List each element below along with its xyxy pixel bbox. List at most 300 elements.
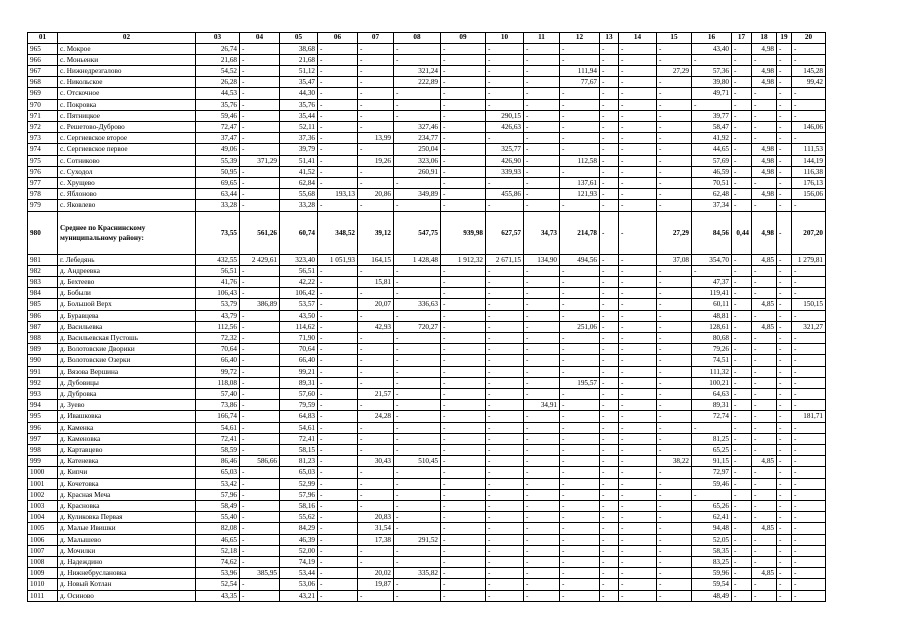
value-cell: - (486, 422, 524, 433)
value-cell: 371,29 (240, 155, 280, 166)
value-cell: - (394, 265, 441, 276)
value-cell: 26,74 (196, 43, 240, 54)
value-cell: - (486, 534, 524, 545)
column-header: 12 (560, 33, 600, 44)
value-cell: - (732, 65, 752, 76)
value-cell: - (358, 467, 394, 478)
value-cell: - (777, 189, 792, 200)
column-header: 07 (358, 33, 394, 44)
value-cell: - (441, 133, 486, 144)
value-cell: - (394, 411, 441, 422)
value-cell: - (441, 88, 486, 99)
value-cell: - (358, 200, 394, 211)
value-cell: - (318, 467, 358, 478)
value-cell: - (752, 99, 777, 110)
value-cell: 250,04 (394, 144, 441, 155)
value-cell: - (240, 310, 280, 321)
value-cell: - (600, 545, 619, 556)
value-cell: - (752, 200, 777, 211)
value-cell: 494,56 (560, 254, 600, 265)
value-cell: - (240, 99, 280, 110)
value-cell: - (318, 332, 358, 343)
value-cell: - (732, 478, 752, 489)
value-cell: - (524, 54, 560, 65)
value-cell: - (560, 456, 600, 467)
column-header: 14 (619, 33, 657, 44)
value-cell: - (318, 65, 358, 76)
value-cell: - (394, 489, 441, 500)
value-cell: - (732, 332, 752, 343)
value-cell: - (524, 355, 560, 366)
value-cell: 260,91 (394, 166, 441, 177)
value-cell: 65,03 (280, 467, 318, 478)
value-cell: - (441, 422, 486, 433)
value-cell: - (600, 400, 619, 411)
value-cell: 58,16 (280, 501, 318, 512)
value-cell: - (732, 110, 752, 121)
value-cell: 65,26 (692, 501, 732, 512)
value-cell: 71,90 (280, 332, 318, 343)
value-cell: - (441, 166, 486, 177)
value-cell: - (619, 422, 657, 433)
value-cell: 176,13 (792, 177, 826, 188)
row-number: 986 (28, 310, 58, 321)
value-cell: - (732, 344, 752, 355)
value-cell: - (486, 456, 524, 467)
value-cell: 57,96 (280, 489, 318, 500)
value-cell: - (318, 512, 358, 523)
value-cell: 74,51 (692, 355, 732, 366)
value-cell: - (318, 88, 358, 99)
value-cell: - (486, 545, 524, 556)
settlement-name: д. Новый Котлан (58, 579, 196, 590)
value-cell: - (524, 99, 560, 110)
value-cell: - (600, 366, 619, 377)
value-cell: - (792, 433, 826, 444)
value-cell: - (486, 177, 524, 188)
value-cell: 4,85 (752, 568, 777, 579)
value-cell: 72,32 (196, 332, 240, 343)
value-cell: - (524, 579, 560, 590)
row-number: 980 (28, 211, 58, 254)
value-cell: 58,47 (692, 121, 732, 132)
row-number: 974 (28, 144, 58, 155)
value-cell: - (486, 344, 524, 355)
table-row (28, 110, 826, 121)
value-cell: - (524, 177, 560, 188)
value-cell: - (240, 133, 280, 144)
value-cell: - (318, 43, 358, 54)
value-cell: - (486, 54, 524, 65)
value-cell: 207,20 (792, 211, 826, 254)
settlement-name: д. Андреевка (58, 265, 196, 276)
data-table (27, 32, 826, 602)
value-cell: 119,41 (692, 288, 732, 299)
value-cell: 57,96 (196, 489, 240, 500)
settlement-name: д. Мочилки (58, 545, 196, 556)
value-cell: 31,54 (358, 523, 394, 534)
value-cell: - (732, 355, 752, 366)
value-cell: - (657, 200, 692, 211)
value-cell: - (441, 200, 486, 211)
value-cell: 70,51 (692, 177, 732, 188)
value-cell: - (752, 501, 777, 512)
value-cell: 58,59 (196, 445, 240, 456)
value-cell: 20,07 (358, 299, 394, 310)
table-row (28, 411, 826, 422)
value-cell: - (732, 99, 752, 110)
value-cell: 79,26 (692, 344, 732, 355)
value-cell: 39,12 (358, 211, 394, 254)
value-cell: - (792, 534, 826, 545)
value-cell: - (560, 478, 600, 489)
value-cell: 354,70 (692, 254, 732, 265)
table-row (28, 254, 826, 265)
value-cell: - (318, 377, 358, 388)
value-cell: 64,63 (692, 388, 732, 399)
value-cell: - (486, 355, 524, 366)
settlement-name: с. Яблоново (58, 189, 196, 200)
column-header: 03 (196, 33, 240, 44)
value-cell: - (486, 310, 524, 321)
value-cell: - (394, 310, 441, 321)
settlement-name: д. Большой Верх (58, 299, 196, 310)
table-row (28, 88, 826, 99)
row-number: 1003 (28, 501, 58, 512)
value-cell: - (486, 489, 524, 500)
value-cell: - (441, 43, 486, 54)
value-cell: 627,57 (486, 211, 524, 254)
value-cell: - (792, 265, 826, 276)
value-cell: - (240, 557, 280, 568)
value-cell: 54,52 (196, 65, 240, 76)
value-cell: - (358, 366, 394, 377)
value-cell: - (732, 310, 752, 321)
value-cell: 426,63 (486, 121, 524, 132)
value-cell: 33,28 (280, 200, 318, 211)
settlement-name: д. Каменка (58, 422, 196, 433)
value-cell: - (792, 489, 826, 500)
value-cell: - (792, 310, 826, 321)
value-cell: - (240, 467, 280, 478)
value-cell: - (240, 332, 280, 343)
value-cell: - (600, 523, 619, 534)
value-cell: 323,06 (394, 155, 441, 166)
value-cell: - (486, 133, 524, 144)
value-cell: - (657, 590, 692, 601)
value-cell: - (777, 299, 792, 310)
value-cell: - (619, 310, 657, 321)
column-header: 10 (486, 33, 524, 44)
value-cell: - (441, 534, 486, 545)
value-cell: - (524, 77, 560, 88)
value-cell: - (560, 332, 600, 343)
value-cell: - (524, 265, 560, 276)
value-cell: - (486, 200, 524, 211)
value-cell: - (657, 310, 692, 321)
value-cell: 52,00 (280, 545, 318, 556)
value-cell: - (441, 110, 486, 121)
settlement-name: д. Кочетовка (58, 478, 196, 489)
value-cell: - (692, 54, 732, 65)
value-cell: 20,02 (358, 568, 394, 579)
value-cell: - (732, 501, 752, 512)
value-cell: - (777, 254, 792, 265)
table-row (28, 344, 826, 355)
value-cell: - (240, 433, 280, 444)
value-cell: - (560, 512, 600, 523)
value-cell: - (441, 411, 486, 422)
value-cell: - (752, 344, 777, 355)
value-cell: - (619, 321, 657, 332)
value-cell: 939,98 (441, 211, 486, 254)
row-number: 981 (28, 254, 58, 265)
value-cell: - (752, 590, 777, 601)
value-cell: - (792, 366, 826, 377)
value-cell: - (777, 310, 792, 321)
value-cell: 49,71 (692, 88, 732, 99)
value-cell: 44,30 (280, 88, 318, 99)
row-number: 966 (28, 54, 58, 65)
table-row (28, 355, 826, 366)
value-cell: 34,73 (524, 211, 560, 254)
value-cell: - (560, 534, 600, 545)
value-cell: - (619, 144, 657, 155)
row-number: 1002 (28, 489, 58, 500)
value-cell: 91,15 (692, 456, 732, 467)
value-cell: - (657, 422, 692, 433)
value-cell: 43,35 (196, 590, 240, 601)
value-cell: - (657, 299, 692, 310)
value-cell: - (240, 512, 280, 523)
value-cell: - (486, 512, 524, 523)
value-cell: 55,40 (196, 512, 240, 523)
value-cell: - (732, 557, 752, 568)
value-cell: 53,44 (280, 568, 318, 579)
value-cell: - (600, 557, 619, 568)
value-cell: - (732, 321, 752, 332)
value-cell: 166,74 (196, 411, 240, 422)
value-cell: - (600, 411, 619, 422)
value-cell: - (792, 545, 826, 556)
value-cell: - (560, 411, 600, 422)
value-cell: - (394, 99, 441, 110)
value-cell: - (657, 344, 692, 355)
value-cell: - (619, 200, 657, 211)
value-cell: - (441, 568, 486, 579)
value-cell: 81,25 (692, 433, 732, 444)
value-cell: - (394, 355, 441, 366)
value-cell: - (240, 43, 280, 54)
table-row (28, 545, 826, 556)
value-cell: - (732, 54, 752, 65)
value-cell: - (777, 344, 792, 355)
value-cell: - (358, 545, 394, 556)
value-cell: - (318, 110, 358, 121)
value-cell: - (619, 388, 657, 399)
value-cell: 72,41 (280, 433, 318, 444)
value-cell: - (394, 344, 441, 355)
value-cell: 586,66 (240, 456, 280, 467)
value-cell: 30,43 (358, 456, 394, 467)
value-cell: - (732, 377, 752, 388)
value-cell: - (792, 332, 826, 343)
value-cell: - (692, 99, 732, 110)
table-row (28, 321, 826, 332)
value-cell: - (792, 388, 826, 399)
value-cell: - (600, 310, 619, 321)
value-cell: - (318, 478, 358, 489)
value-cell: - (732, 155, 752, 166)
value-cell: - (318, 299, 358, 310)
value-cell: - (657, 501, 692, 512)
row-number: 972 (28, 121, 58, 132)
value-cell: - (600, 99, 619, 110)
value-cell: - (619, 501, 657, 512)
value-cell: - (600, 433, 619, 444)
value-cell: - (619, 110, 657, 121)
settlement-name: д. Катеневка (58, 456, 196, 467)
value-cell: - (752, 478, 777, 489)
value-cell: - (752, 355, 777, 366)
table-header (28, 33, 826, 44)
value-cell: 156,06 (792, 189, 826, 200)
value-cell: - (394, 467, 441, 478)
value-cell: - (318, 445, 358, 456)
value-cell: - (441, 478, 486, 489)
row-number: 995 (28, 411, 58, 422)
value-cell: 4,85 (752, 299, 777, 310)
value-cell: - (777, 501, 792, 512)
value-cell: - (732, 456, 752, 467)
value-cell: 41,52 (280, 166, 318, 177)
settlement-name: д. Надеждино (58, 557, 196, 568)
row-number: 977 (28, 177, 58, 188)
settlement-name: с. Сергиевское второе (58, 133, 196, 144)
value-cell: - (600, 355, 619, 366)
value-cell: 54,61 (196, 422, 240, 433)
column-header: 20 (792, 33, 826, 44)
value-cell: 63,44 (196, 189, 240, 200)
value-cell: - (619, 478, 657, 489)
value-cell: - (394, 579, 441, 590)
value-cell: 144,19 (792, 155, 826, 166)
value-cell: - (619, 557, 657, 568)
value-cell: - (752, 265, 777, 276)
table-row (28, 65, 826, 76)
row-number: 1011 (28, 590, 58, 601)
value-cell: - (600, 65, 619, 76)
value-cell: 60,74 (280, 211, 318, 254)
value-cell: - (792, 43, 826, 54)
value-cell: - (486, 590, 524, 601)
row-number: 982 (28, 265, 58, 276)
value-cell: 65,03 (196, 467, 240, 478)
value-cell: - (524, 534, 560, 545)
value-cell: - (752, 177, 777, 188)
value-cell: - (792, 200, 826, 211)
value-cell: - (524, 344, 560, 355)
value-cell: - (358, 288, 394, 299)
value-cell: 52,11 (280, 121, 318, 132)
value-cell: 57,60 (280, 388, 318, 399)
value-cell: - (524, 65, 560, 76)
value-cell: - (732, 489, 752, 500)
column-header: 15 (657, 33, 692, 44)
value-cell: 44,53 (196, 88, 240, 99)
table-row (28, 568, 826, 579)
value-cell: - (600, 501, 619, 512)
value-cell: 59,54 (692, 579, 732, 590)
value-cell: 26,28 (196, 77, 240, 88)
table-row (28, 54, 826, 65)
value-cell: 137,61 (560, 177, 600, 188)
value-cell: - (600, 110, 619, 121)
value-cell: - (560, 568, 600, 579)
value-cell: - (486, 377, 524, 388)
value-cell: - (792, 276, 826, 287)
value-cell: - (240, 121, 280, 132)
value-cell: - (752, 534, 777, 545)
value-cell: - (486, 65, 524, 76)
value-cell: - (524, 310, 560, 321)
value-cell: - (486, 388, 524, 399)
value-cell: - (394, 332, 441, 343)
value-cell: - (777, 332, 792, 343)
value-cell: - (619, 77, 657, 88)
value-cell: 59,46 (196, 110, 240, 121)
value-cell: - (318, 355, 358, 366)
value-cell: - (792, 456, 826, 467)
value-cell: - (777, 534, 792, 545)
value-cell: - (657, 110, 692, 121)
value-cell: - (560, 388, 600, 399)
value-cell: - (619, 88, 657, 99)
value-cell: - (752, 579, 777, 590)
value-cell: 82,08 (196, 523, 240, 534)
value-cell: 164,15 (358, 254, 394, 265)
value-cell: - (560, 121, 600, 132)
value-cell: - (524, 512, 560, 523)
value-cell: - (777, 155, 792, 166)
table-row (28, 133, 826, 144)
value-cell: - (619, 377, 657, 388)
value-cell: - (619, 211, 657, 254)
value-cell: - (619, 276, 657, 287)
table-row (28, 200, 826, 211)
value-cell: - (486, 400, 524, 411)
value-cell: - (657, 43, 692, 54)
value-cell: - (732, 166, 752, 177)
value-cell: - (524, 478, 560, 489)
value-cell: - (752, 133, 777, 144)
value-cell: - (600, 211, 619, 254)
table-row (28, 456, 826, 467)
value-cell: - (732, 568, 752, 579)
value-cell: - (441, 321, 486, 332)
value-cell: 37,34 (692, 200, 732, 211)
table-row (28, 177, 826, 188)
column-header: 09 (441, 33, 486, 44)
value-cell: - (486, 478, 524, 489)
value-cell: - (732, 400, 752, 411)
value-cell: - (441, 388, 486, 399)
value-cell: - (792, 579, 826, 590)
value-cell: - (240, 189, 280, 200)
value-cell: - (777, 366, 792, 377)
value-cell: 39,79 (280, 144, 318, 155)
value-cell: - (732, 43, 752, 54)
